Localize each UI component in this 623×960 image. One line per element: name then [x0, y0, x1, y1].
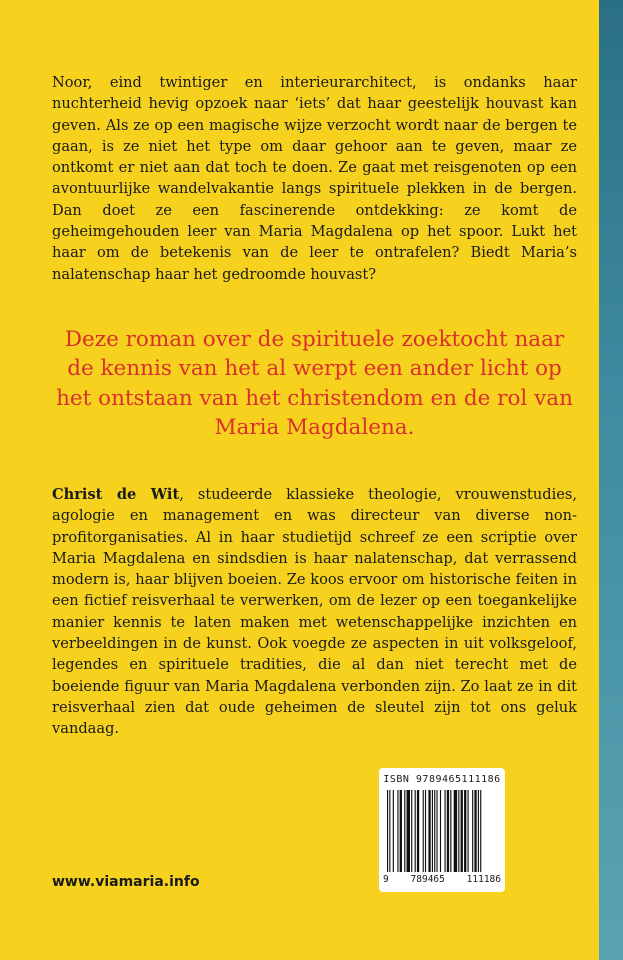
- barcode-bar: [434, 790, 435, 872]
- barcode-bar: [425, 790, 426, 872]
- barcode-digit-group: 9: [383, 874, 389, 885]
- barcode-bar: [464, 790, 466, 872]
- barcode-bar: [411, 790, 412, 872]
- barcode-bar: [432, 790, 433, 872]
- barcode-bar: [428, 790, 430, 872]
- barcode-bar: [480, 790, 481, 872]
- barcode-digit-group: 111186: [466, 874, 501, 885]
- barcode-bar: [436, 790, 437, 872]
- synopsis-paragraph: Noor, eind twintiger en interieurarchitect, is ondanks haar nuchterheid hevig opzoek naar ‘iets’ dat haar geestelijk houvast kan geven. Als ze op een magische wijze verzocht wordt naar de bergen te gaan, is ze niet het type om daar gehoor aan te geven, maar ze ontkomt er niet aan dat toch te doen. Ze gaat met reisgenoten op een avontuurlijke wandelvakantie langs spirituele plekken in de bergen. Dan doet ze een fascinerende ontdekking: ze komt de geheimgehouden leer van Maria Magdalena op het spoor. Lukt het haar om de betekenis van de leer te ontrafelen? Biedt Maria’s nalatenschap haar het gedroomde houvast?: [52, 74, 577, 283]
- barcode-bar: [445, 790, 446, 872]
- barcode-bar: [472, 790, 473, 872]
- barcode-bar: [440, 790, 441, 872]
- barcode-bar: [393, 790, 394, 872]
- book-spine-edge: [599, 0, 623, 960]
- barcode-bar: [389, 790, 390, 872]
- barcode-bar: [458, 790, 459, 872]
- barcode-bar: [461, 790, 463, 872]
- barcode-bar: [450, 790, 451, 872]
- barcode-bar: [423, 790, 424, 872]
- barcode-bar: [400, 790, 402, 872]
- barcode-bar: [417, 790, 419, 872]
- barcode-digits: [383, 874, 501, 885]
- barcode-bar: [478, 790, 479, 872]
- barcode-bar: [415, 790, 416, 872]
- barcode-bars: [387, 790, 497, 872]
- back-cover-text: [52, 72, 577, 740]
- barcode-bar: [468, 790, 469, 872]
- isbn-barcode: [379, 768, 505, 892]
- author-bio: [52, 484, 577, 740]
- author-bio-text: , studeerde klassieke theologie, vrouwenstudies, agologie en management en was directeur van diverse non-profitorganisaties. Al in haar studietijd schreef ze een scriptie over Maria Magdalena en sindsdien is haar nalatenschap, dat verrassend modern is, haar blijven boeien. Ze koos ervoor om historische feiten in een fictief reisverhaal te verwerken, om de lezer op een toegankelijke manier kennis te laten maken met wetenschappelijke inzichten en verbeeldingen in de kunst. Ook voegde ze aspecten in uit volksgeloof, legendes en spirituele tradities, die al dan niet terecht met de boeiende figuur van Maria Magdalena verbonden zijn. Zo laat ze in dit reisverhaal zien dat oude geheimen de sleutel zijn tot ons geluk vandaag.: [52, 485, 577, 738]
- isbn-label: ISBN 9789465111186: [383, 774, 501, 785]
- website-link[interactable]: www.viamaria.info: [52, 874, 200, 890]
- highlight-quote: Deze roman over de spirituele zoektocht naar de kennis van het al werpt een ander licht op het ontstaan van het christendom en de rol van Maria Magdalena.: [56, 326, 573, 441]
- barcode-bar: [407, 790, 410, 872]
- barcode-bar: [387, 790, 388, 872]
- barcode-digit-group: 789465: [410, 874, 445, 885]
- barcode-bar: [474, 790, 476, 872]
- barcode-bar: [397, 790, 398, 872]
- author-name: Christ de Wit: [52, 485, 180, 503]
- barcode-bar: [404, 790, 405, 872]
- barcode-bar: [454, 790, 457, 872]
- barcode-bar: [447, 790, 449, 872]
